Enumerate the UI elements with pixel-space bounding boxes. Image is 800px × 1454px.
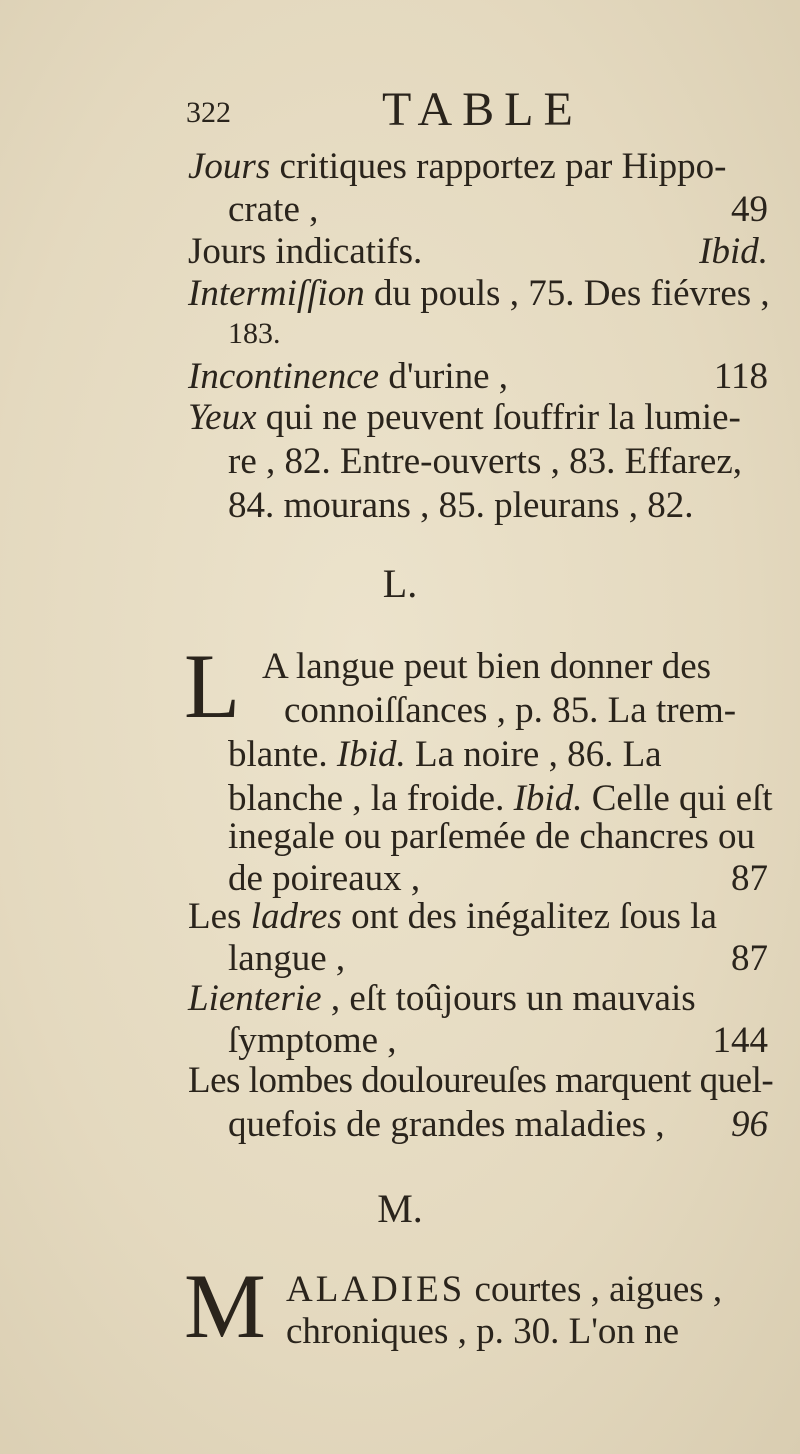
entry-text: , eſt toûjours un mauvais: [330, 978, 696, 1019]
entry-line: [188, 272, 768, 316]
entry-text: ont des inégalitez ſous la: [351, 896, 717, 937]
entry-term: Intermiſſion: [188, 273, 365, 314]
entry-line: [228, 484, 800, 528]
entry-text: ſymptome ,: [228, 1020, 397, 1061]
entry-text: inegale ou parſemée de chancres ou: [228, 816, 755, 857]
entry-text: d'urine ,: [379, 356, 509, 397]
entry-line: [188, 230, 768, 274]
entry-text: Les: [188, 896, 242, 937]
entry-line: [286, 1310, 770, 1354]
entry-line: [188, 977, 768, 1021]
entry-text: 84. mourans , 85. pleurans , 82.: [228, 485, 694, 526]
entry-text: A langue peut bien donner des: [262, 646, 712, 687]
entry-text: quefois de grandes maladies ,: [228, 1104, 665, 1145]
section-heading-l: L.: [382, 561, 418, 606]
page-reference: 144: [712, 1020, 768, 1061]
entry-text: courtes , aigues ,: [474, 1269, 723, 1310]
entry-text: Jours indicatifs.: [188, 231, 423, 272]
entry-line: [188, 396, 768, 440]
page-reference: 87: [731, 858, 768, 899]
entry-line: [228, 440, 800, 484]
entry-text: du pouls , 75. Des fiévres ,: [364, 273, 770, 314]
entry-text: blante.: [228, 734, 328, 775]
entry-text: langue ,: [228, 938, 346, 979]
entry-line: [228, 188, 768, 232]
entry-line: [262, 645, 768, 689]
entry-line: [228, 815, 800, 859]
entry-text: qui ne peuvent ſouffrir la lumie-: [256, 397, 741, 438]
entry-line: [228, 312, 800, 356]
section-heading-m: M.: [377, 1186, 423, 1231]
entry-text: critiques rapportez par Hippo-: [270, 146, 727, 187]
entry-text: ALADIES: [286, 1269, 466, 1310]
entry-term: ladres: [250, 896, 342, 937]
entry-term: Incontinence: [188, 356, 380, 397]
page-reference: 118: [713, 356, 768, 397]
entry-line: [188, 1059, 774, 1103]
entry-text: 183.: [228, 317, 281, 350]
entry-text: chroniques , p. 30. L'on ne: [286, 1311, 680, 1352]
page-reference: Ibid.: [699, 231, 768, 272]
entry-line: [188, 145, 768, 189]
entry-line: [284, 689, 768, 733]
entry-line: [286, 1268, 770, 1312]
entry-line: [188, 895, 768, 939]
entry-text: Celle qui eſt: [591, 778, 773, 819]
page-reference: 96: [731, 1104, 768, 1145]
page-header: [186, 82, 766, 142]
entry-line: [188, 355, 768, 399]
entry-text: Les lombes douloureuſes marquent quel-: [188, 1060, 774, 1101]
entry-term: Yeux: [188, 397, 257, 438]
entry-line: [228, 1019, 768, 1063]
entry-line: [228, 937, 768, 981]
page-reference: 87: [731, 938, 768, 979]
running-title: TABLE: [382, 83, 583, 136]
entry-text: de poireaux ,: [228, 858, 421, 899]
entry-line: [228, 1103, 768, 1147]
entry-text: La noire , 86. La: [415, 734, 662, 775]
entry-term: Lienterie: [188, 978, 322, 1019]
entry-text: crate ,: [228, 189, 319, 230]
page-reference: 49: [731, 189, 768, 230]
drop-cap-l: L: [184, 635, 241, 737]
entry-line: [228, 733, 800, 777]
entry-text: blanche , la froide.: [228, 778, 505, 819]
page-number: 322: [186, 96, 231, 129]
entry-reference: Ibid.: [336, 734, 406, 775]
entry-reference: Ibid.: [513, 778, 583, 819]
entry-text: connoiſſances , p. 85. La trem-: [284, 690, 737, 731]
entry-text: re , 82. Entre-ouverts , 83. Effarez,: [228, 441, 743, 482]
entry-term: Jours: [188, 146, 271, 187]
drop-cap-m: M: [184, 1255, 266, 1357]
